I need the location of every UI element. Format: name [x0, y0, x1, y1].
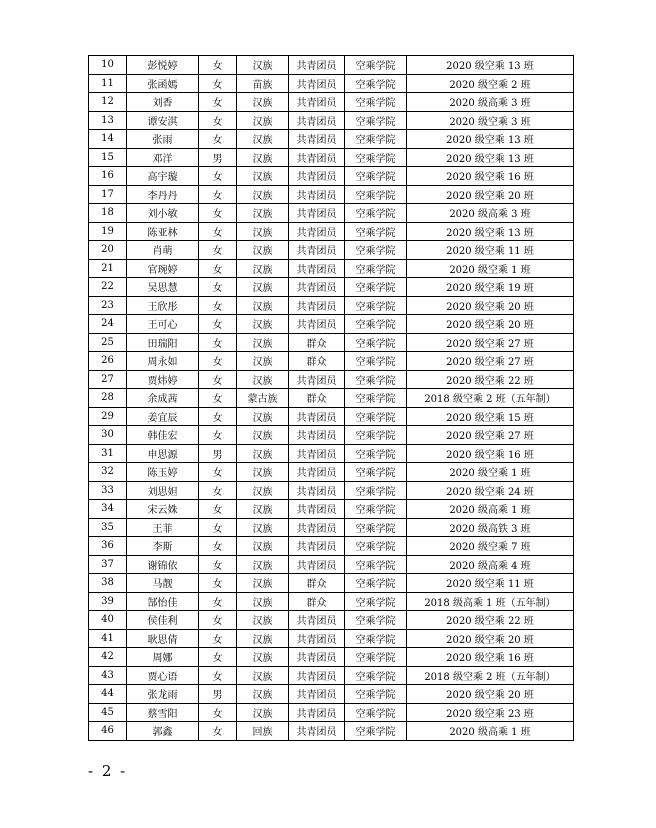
ethnicity-cell: 汉族	[237, 352, 289, 371]
class-name-cell: 2020 级高乘 4 班	[407, 555, 574, 574]
class-name-cell: 2020 级空乘 11 班	[407, 574, 574, 593]
ethnicity-cell: 汉族	[237, 204, 289, 223]
row-number-cell: 43	[89, 666, 127, 685]
ethnicity-cell: 汉族	[237, 167, 289, 186]
college-cell: 空乘学院	[345, 426, 407, 445]
college-cell: 空乘学院	[345, 703, 407, 722]
class-name-cell: 2020 级空乘 3 班	[407, 111, 574, 130]
table-row	[89, 444, 574, 463]
student-name-cell: 周娜	[127, 648, 199, 667]
table-row	[89, 167, 574, 186]
table-row	[89, 537, 574, 556]
table-row	[89, 352, 574, 371]
ethnicity-cell: 汉族	[237, 333, 289, 352]
political-status-cell: 共青团员	[289, 296, 345, 315]
class-name-cell: 2020 级空乘 1 班	[407, 259, 574, 278]
gender-cell: 女	[199, 537, 237, 556]
gender-cell: 女	[199, 315, 237, 334]
table-row	[89, 204, 574, 223]
class-name-cell: 2018 级高乘 1 班（五年制）	[407, 592, 574, 611]
political-status-cell: 共青团员	[289, 370, 345, 389]
student-name-cell: 刘小敏	[127, 204, 199, 223]
student-name-cell: 陈玉婷	[127, 463, 199, 482]
college-cell: 空乘学院	[345, 685, 407, 704]
roster-body	[89, 56, 574, 741]
row-number-cell: 46	[89, 722, 127, 741]
ethnicity-cell: 汉族	[237, 278, 289, 297]
political-status-cell: 共青团员	[289, 148, 345, 167]
gender-cell: 女	[199, 592, 237, 611]
student-name-cell: 陈亚林	[127, 222, 199, 241]
ethnicity-cell: 汉族	[237, 444, 289, 463]
student-roster-table	[88, 55, 574, 741]
table-row	[89, 574, 574, 593]
table-row	[89, 93, 574, 112]
college-cell: 空乘学院	[345, 167, 407, 186]
ethnicity-cell: 汉族	[237, 500, 289, 519]
gender-cell: 女	[199, 629, 237, 648]
political-status-cell: 共青团员	[289, 222, 345, 241]
ethnicity-cell: 汉族	[237, 518, 289, 537]
gender-cell: 女	[199, 56, 237, 75]
college-cell: 空乘学院	[345, 463, 407, 482]
class-name-cell: 2020 级空乘 22 班	[407, 611, 574, 630]
political-status-cell: 共青团员	[289, 648, 345, 667]
student-name-cell: 刘香	[127, 93, 199, 112]
gender-cell: 女	[199, 722, 237, 741]
table-row	[89, 74, 574, 93]
class-name-cell: 2020 级空乘 13 班	[407, 148, 574, 167]
class-name-cell: 2018 级空乘 2 班（五年制）	[407, 666, 574, 685]
gender-cell: 女	[199, 74, 237, 93]
student-name-cell: 张函嫣	[127, 74, 199, 93]
class-name-cell: 2020 级空乘 13 班	[407, 130, 574, 149]
ethnicity-cell: 汉族	[237, 629, 289, 648]
ethnicity-cell: 苗族	[237, 74, 289, 93]
ethnicity-cell: 汉族	[237, 703, 289, 722]
row-number-cell: 37	[89, 555, 127, 574]
student-name-cell: 姜宜辰	[127, 407, 199, 426]
political-status-cell: 共青团员	[289, 56, 345, 75]
college-cell: 空乘学院	[345, 241, 407, 260]
table-row	[89, 500, 574, 519]
gender-cell: 女	[199, 481, 237, 500]
gender-cell: 女	[199, 185, 237, 204]
ethnicity-cell: 汉族	[237, 574, 289, 593]
row-number-cell: 39	[89, 592, 127, 611]
row-number-cell: 22	[89, 278, 127, 297]
student-name-cell: 侯佳利	[127, 611, 199, 630]
row-number-cell: 20	[89, 241, 127, 260]
gender-cell: 女	[199, 241, 237, 260]
class-name-cell: 2020 级空乘 22 班	[407, 370, 574, 389]
row-number-cell: 34	[89, 500, 127, 519]
student-name-cell: 周永如	[127, 352, 199, 371]
ethnicity-cell: 汉族	[237, 555, 289, 574]
gender-cell: 女	[199, 555, 237, 574]
political-status-cell: 共青团员	[289, 685, 345, 704]
political-status-cell: 共青团员	[289, 74, 345, 93]
row-number-cell: 12	[89, 93, 127, 112]
student-name-cell: 王欣彤	[127, 296, 199, 315]
student-name-cell: 刘思妲	[127, 481, 199, 500]
row-number-cell: 40	[89, 611, 127, 630]
political-status-cell: 共青团员	[289, 241, 345, 260]
ethnicity-cell: 汉族	[237, 148, 289, 167]
gender-cell: 女	[199, 130, 237, 149]
college-cell: 空乘学院	[345, 111, 407, 130]
political-status-cell: 共青团员	[289, 93, 345, 112]
class-name-cell: 2018 级空乘 2 班（五年制）	[407, 389, 574, 408]
political-status-cell: 共青团员	[289, 407, 345, 426]
political-status-cell: 群众	[289, 389, 345, 408]
class-name-cell: 2020 级空乘 20 班	[407, 629, 574, 648]
gender-cell: 女	[199, 204, 237, 223]
student-name-cell: 郜怡佳	[127, 592, 199, 611]
college-cell: 空乘学院	[345, 352, 407, 371]
ethnicity-cell: 汉族	[237, 463, 289, 482]
political-status-cell: 共青团员	[289, 481, 345, 500]
row-number-cell: 14	[89, 130, 127, 149]
political-status-cell: 共青团员	[289, 130, 345, 149]
row-number-cell: 31	[89, 444, 127, 463]
political-status-cell: 共青团员	[289, 537, 345, 556]
student-name-cell: 郭鑫	[127, 722, 199, 741]
table-row	[89, 56, 574, 75]
ethnicity-cell: 汉族	[237, 315, 289, 334]
ethnicity-cell: 汉族	[237, 93, 289, 112]
class-name-cell: 2020 级空乘 15 班	[407, 407, 574, 426]
college-cell: 空乘学院	[345, 537, 407, 556]
row-number-cell: 11	[89, 74, 127, 93]
class-name-cell: 2020 级空乘 27 班	[407, 352, 574, 371]
gender-cell: 女	[199, 648, 237, 667]
row-number-cell: 25	[89, 333, 127, 352]
student-name-cell: 张龙雨	[127, 685, 199, 704]
class-name-cell: 2020 级空乘 20 班	[407, 315, 574, 334]
class-name-cell: 2020 级空乘 13 班	[407, 56, 574, 75]
college-cell: 空乘学院	[345, 518, 407, 537]
student-name-cell: 田瑞阳	[127, 333, 199, 352]
ethnicity-cell: 汉族	[237, 259, 289, 278]
ethnicity-cell: 汉族	[237, 185, 289, 204]
political-status-cell: 群众	[289, 333, 345, 352]
ethnicity-cell: 汉族	[237, 592, 289, 611]
class-name-cell: 2020 级空乘 20 班	[407, 296, 574, 315]
student-name-cell: 高宇璇	[127, 167, 199, 186]
gender-cell: 女	[199, 352, 237, 371]
row-number-cell: 15	[89, 148, 127, 167]
student-name-cell: 张雨	[127, 130, 199, 149]
college-cell: 空乘学院	[345, 93, 407, 112]
gender-cell: 女	[199, 167, 237, 186]
student-name-cell: 贾炜婷	[127, 370, 199, 389]
table-row	[89, 333, 574, 352]
gender-cell: 女	[199, 666, 237, 685]
college-cell: 空乘学院	[345, 333, 407, 352]
table-row	[89, 296, 574, 315]
college-cell: 空乘学院	[345, 130, 407, 149]
class-name-cell: 2020 级空乘 7 班	[407, 537, 574, 556]
table-row	[89, 241, 574, 260]
college-cell: 空乘学院	[345, 259, 407, 278]
table-row	[89, 148, 574, 167]
table-row	[89, 278, 574, 297]
row-number-cell: 32	[89, 463, 127, 482]
row-number-cell: 16	[89, 167, 127, 186]
college-cell: 空乘学院	[345, 555, 407, 574]
political-status-cell: 共青团员	[289, 555, 345, 574]
college-cell: 空乘学院	[345, 629, 407, 648]
student-name-cell: 肖萌	[127, 241, 199, 260]
gender-cell: 女	[199, 222, 237, 241]
college-cell: 空乘学院	[345, 185, 407, 204]
student-name-cell: 申思源	[127, 444, 199, 463]
gender-cell: 女	[199, 703, 237, 722]
row-number-cell: 35	[89, 518, 127, 537]
gender-cell: 女	[199, 278, 237, 297]
college-cell: 空乘学院	[345, 278, 407, 297]
college-cell: 空乘学院	[345, 648, 407, 667]
row-number-cell: 38	[89, 574, 127, 593]
ethnicity-cell: 汉族	[237, 56, 289, 75]
college-cell: 空乘学院	[345, 611, 407, 630]
ethnicity-cell: 汉族	[237, 296, 289, 315]
class-name-cell: 2020 级空乘 1 班	[407, 463, 574, 482]
political-status-cell: 共青团员	[289, 518, 345, 537]
political-status-cell: 共青团员	[289, 315, 345, 334]
political-status-cell: 共青团员	[289, 463, 345, 482]
student-name-cell: 谢锦依	[127, 555, 199, 574]
class-name-cell: 2020 级空乘 20 班	[407, 685, 574, 704]
table-row	[89, 481, 574, 500]
ethnicity-cell: 汉族	[237, 130, 289, 149]
table-row	[89, 685, 574, 704]
row-number-cell: 44	[89, 685, 127, 704]
gender-cell: 女	[199, 370, 237, 389]
table-row	[89, 703, 574, 722]
political-status-cell: 共青团员	[289, 703, 345, 722]
row-number-cell: 30	[89, 426, 127, 445]
ethnicity-cell: 汉族	[237, 111, 289, 130]
college-cell: 空乘学院	[345, 370, 407, 389]
class-name-cell: 2020 级空乘 16 班	[407, 167, 574, 186]
class-name-cell: 2020 级空乘 27 班	[407, 333, 574, 352]
student-name-cell: 彭悦婷	[127, 56, 199, 75]
table-row	[89, 666, 574, 685]
table-row	[89, 426, 574, 445]
political-status-cell: 共青团员	[289, 666, 345, 685]
student-name-cell: 韩佳宏	[127, 426, 199, 445]
political-status-cell: 共青团员	[289, 167, 345, 186]
gender-cell: 女	[199, 463, 237, 482]
student-name-cell: 李丹丹	[127, 185, 199, 204]
political-status-cell: 共青团员	[289, 185, 345, 204]
table-row	[89, 370, 574, 389]
gender-cell: 女	[199, 296, 237, 315]
row-number-cell: 27	[89, 370, 127, 389]
student-name-cell: 官琬婷	[127, 259, 199, 278]
row-number-cell: 28	[89, 389, 127, 408]
table-row	[89, 518, 574, 537]
row-number-cell: 29	[89, 407, 127, 426]
row-number-cell: 33	[89, 481, 127, 500]
row-number-cell: 18	[89, 204, 127, 223]
gender-cell: 女	[199, 389, 237, 408]
class-name-cell: 2020 级空乘 2 班	[407, 74, 574, 93]
class-name-cell: 2020 级空乘 20 班	[407, 185, 574, 204]
table-row	[89, 315, 574, 334]
college-cell: 空乘学院	[345, 56, 407, 75]
table-row	[89, 722, 574, 741]
political-status-cell: 群众	[289, 352, 345, 371]
ethnicity-cell: 汉族	[237, 666, 289, 685]
row-number-cell: 17	[89, 185, 127, 204]
gender-cell: 女	[199, 111, 237, 130]
political-status-cell: 共青团员	[289, 611, 345, 630]
college-cell: 空乘学院	[345, 204, 407, 223]
gender-cell: 女	[199, 518, 237, 537]
college-cell: 空乘学院	[345, 444, 407, 463]
class-name-cell: 2020 级高铁 3 班	[407, 518, 574, 537]
student-name-cell: 王菲	[127, 518, 199, 537]
student-name-cell: 谭安淇	[127, 111, 199, 130]
student-name-cell: 马靓	[127, 574, 199, 593]
table-row	[89, 555, 574, 574]
gender-cell: 女	[199, 426, 237, 445]
class-name-cell: 2020 级空乘 16 班	[407, 444, 574, 463]
table-row	[89, 222, 574, 241]
college-cell: 空乘学院	[345, 296, 407, 315]
college-cell: 空乘学院	[345, 722, 407, 741]
college-cell: 空乘学院	[345, 574, 407, 593]
college-cell: 空乘学院	[345, 500, 407, 519]
row-number-cell: 45	[89, 703, 127, 722]
political-status-cell: 共青团员	[289, 629, 345, 648]
page-number: - 2 -	[88, 762, 128, 780]
ethnicity-cell: 回族	[237, 722, 289, 741]
row-number-cell: 24	[89, 315, 127, 334]
ethnicity-cell: 汉族	[237, 537, 289, 556]
gender-cell: 女	[199, 259, 237, 278]
political-status-cell: 共青团员	[289, 111, 345, 130]
class-name-cell: 2020 级空乘 24 班	[407, 481, 574, 500]
gender-cell: 女	[199, 611, 237, 630]
gender-cell: 女	[199, 407, 237, 426]
ethnicity-cell: 汉族	[237, 481, 289, 500]
table-row	[89, 185, 574, 204]
student-name-cell: 李斯	[127, 537, 199, 556]
row-number-cell: 10	[89, 56, 127, 75]
ethnicity-cell: 汉族	[237, 648, 289, 667]
table-row	[89, 130, 574, 149]
student-name-cell: 邓洋	[127, 148, 199, 167]
student-name-cell: 王可心	[127, 315, 199, 334]
ethnicity-cell: 汉族	[237, 426, 289, 445]
college-cell: 空乘学院	[345, 481, 407, 500]
ethnicity-cell: 汉族	[237, 370, 289, 389]
row-number-cell: 23	[89, 296, 127, 315]
political-status-cell: 共青团员	[289, 204, 345, 223]
ethnicity-cell: 汉族	[237, 241, 289, 260]
political-status-cell: 共青团员	[289, 444, 345, 463]
gender-cell: 女	[199, 333, 237, 352]
table-row	[89, 648, 574, 667]
table-row	[89, 629, 574, 648]
student-name-cell: 吴思慧	[127, 278, 199, 297]
college-cell: 空乘学院	[345, 222, 407, 241]
table-row	[89, 259, 574, 278]
class-name-cell: 2020 级高乘 3 班	[407, 204, 574, 223]
table-row	[89, 389, 574, 408]
college-cell: 空乘学院	[345, 148, 407, 167]
row-number-cell: 41	[89, 629, 127, 648]
table-row	[89, 611, 574, 630]
college-cell: 空乘学院	[345, 315, 407, 334]
political-status-cell: 共青团员	[289, 259, 345, 278]
ethnicity-cell: 汉族	[237, 611, 289, 630]
college-cell: 空乘学院	[345, 389, 407, 408]
class-name-cell: 2020 级空乘 23 班	[407, 703, 574, 722]
row-number-cell: 19	[89, 222, 127, 241]
ethnicity-cell: 汉族	[237, 685, 289, 704]
college-cell: 空乘学院	[345, 592, 407, 611]
political-status-cell: 共青团员	[289, 426, 345, 445]
gender-cell: 男	[199, 148, 237, 167]
political-status-cell: 群众	[289, 574, 345, 593]
row-number-cell: 26	[89, 352, 127, 371]
ethnicity-cell: 汉族	[237, 222, 289, 241]
student-name-cell: 贾心语	[127, 666, 199, 685]
political-status-cell: 共青团员	[289, 278, 345, 297]
gender-cell: 男	[199, 444, 237, 463]
gender-cell: 女	[199, 574, 237, 593]
class-name-cell: 2020 级空乘 27 班	[407, 426, 574, 445]
student-name-cell: 蔡雪阳	[127, 703, 199, 722]
class-name-cell: 2020 级空乘 19 班	[407, 278, 574, 297]
college-cell: 空乘学院	[345, 407, 407, 426]
political-status-cell: 共青团员	[289, 722, 345, 741]
table-row	[89, 592, 574, 611]
row-number-cell: 36	[89, 537, 127, 556]
row-number-cell: 42	[89, 648, 127, 667]
political-status-cell: 群众	[289, 592, 345, 611]
student-name-cell: 宋云姝	[127, 500, 199, 519]
gender-cell: 女	[199, 93, 237, 112]
class-name-cell: 2020 级空乘 11 班	[407, 241, 574, 260]
ethnicity-cell: 蒙古族	[237, 389, 289, 408]
row-number-cell: 13	[89, 111, 127, 130]
table-row	[89, 407, 574, 426]
table-row	[89, 111, 574, 130]
class-name-cell: 2020 级空乘 13 班	[407, 222, 574, 241]
row-number-cell: 21	[89, 259, 127, 278]
political-status-cell: 共青团员	[289, 500, 345, 519]
ethnicity-cell: 汉族	[237, 407, 289, 426]
college-cell: 空乘学院	[345, 74, 407, 93]
class-name-cell: 2020 级高乘 1 班	[407, 500, 574, 519]
class-name-cell: 2020 级高乘 3 班	[407, 93, 574, 112]
student-name-cell: 余成茜	[127, 389, 199, 408]
college-cell: 空乘学院	[345, 666, 407, 685]
table-row	[89, 463, 574, 482]
gender-cell: 女	[199, 500, 237, 519]
student-name-cell: 耿思倩	[127, 629, 199, 648]
gender-cell: 男	[199, 685, 237, 704]
class-name-cell: 2020 级空乘 16 班	[407, 648, 574, 667]
class-name-cell: 2020 级高乘 1 班	[407, 722, 574, 741]
